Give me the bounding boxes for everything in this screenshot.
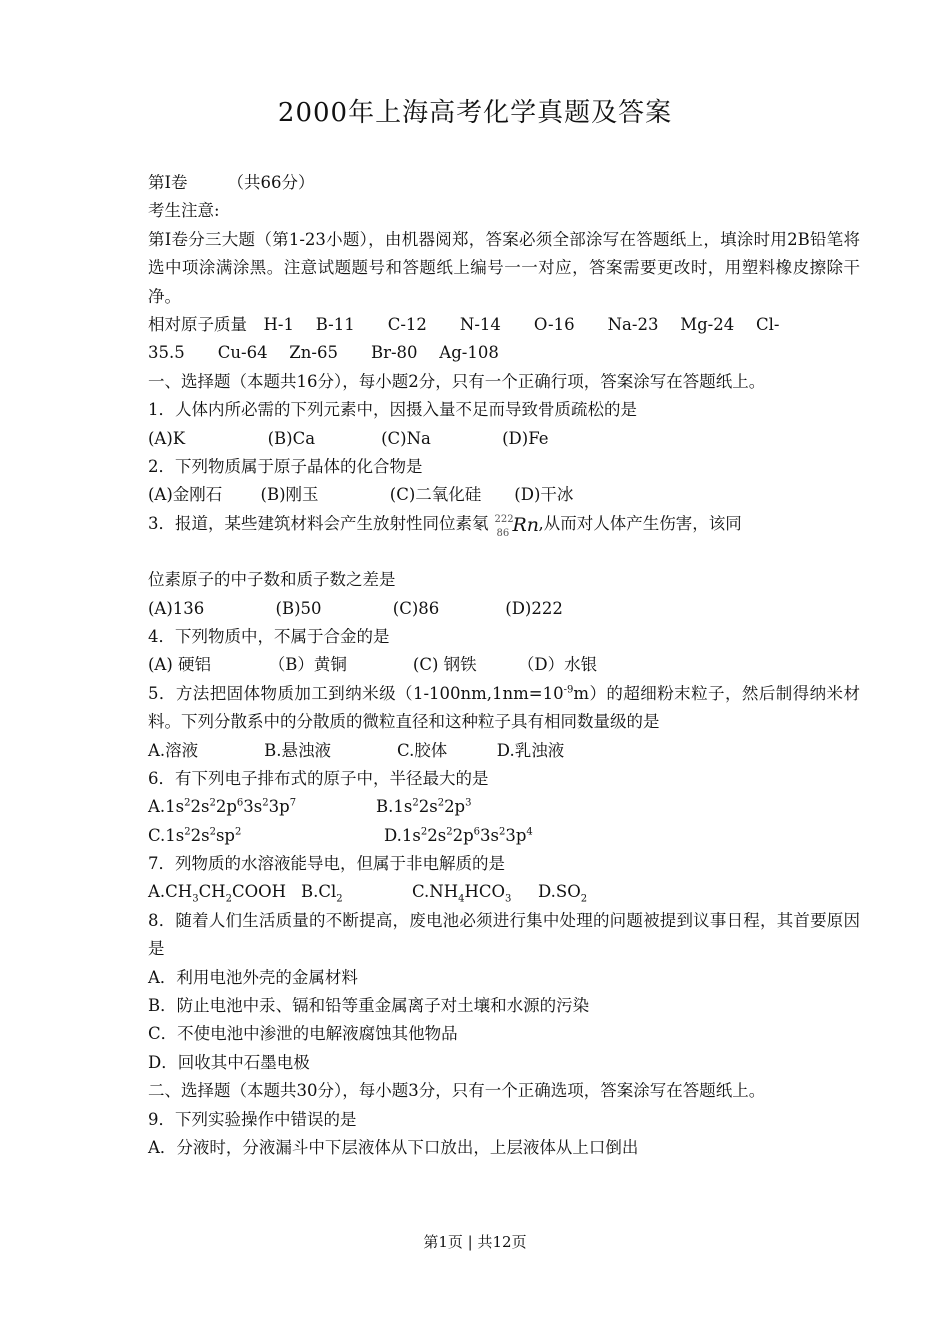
q6-options-ab: [148, 793, 860, 821]
q9-stem: 9．下列实验操作中错误的是: [148, 1109, 357, 1129]
q3-stem-continued: 位素原子的中子数和质子数之差是: [148, 570, 396, 590]
document-body: [148, 169, 860, 1162]
q7-stem: 7．列物质的水溶液能导电，但属于非电解质的是: [148, 854, 505, 874]
q3-stem-part-a: 3．报道，某些建筑材料会产生放射性同位素氡: [148, 513, 489, 533]
section-label: 第Ⅰ卷: [148, 173, 188, 192]
section-header: [148, 169, 860, 197]
atomic-mass-line-1: 相对原子质量 H-1 B-11 C-12 N-14 O-16 Na-23 Mg-24 Cl-: [148, 315, 780, 334]
q7-option-c: $C.NH_4HCO_3$: [412, 882, 512, 905]
q8-option-d: D．回收其中石墨电极: [148, 1052, 310, 1072]
isotope-element-symbol: Rn: [512, 513, 540, 536]
q6-option-c: $C.1s^22s^2sp^2$: [148, 825, 242, 845]
q4-stem: 4．下列物质中，不属于合金的是: [148, 626, 390, 646]
q6-option-a: $A.1s^22s^22p^63s^23p^7$: [148, 797, 297, 817]
q6-options-cd: [148, 822, 860, 850]
page-footer: 第1页 | 共12页: [423, 1233, 527, 1251]
q6-stem: 6．有下列电子排布式的原子中，半径最大的是: [148, 768, 489, 788]
q7-options: [148, 878, 860, 906]
notice-label: 考生注意:: [148, 201, 220, 221]
q5-stem-part-b: m）的超细粉末粒子，然后制得纳米材料。下列分散系中的分散质的微粒直径和这种粒子具有相同数量级的是: [148, 683, 860, 732]
q5-stem: [148, 680, 860, 737]
q9-option-a: A．分液时，分液漏斗中下层液体从下口放出，上层液体从上口倒出: [148, 1138, 639, 1158]
atomic-mass-line-2: 35.5 Cu-64 Zn-65 Br-80 Ag-108: [148, 343, 499, 363]
q7-option-a: $A.CH_3CH_2COOH$: [148, 882, 287, 905]
part2-heading: 二、选择题（本题共30分），每小题3分，只有一个正确选项，答案涂写在答题纸上。: [148, 1081, 766, 1101]
part1-heading: 一、选择题（本题共16分），每小题2分，只有一个正确行项，答案涂写在答题纸上。: [148, 371, 766, 391]
q5-exponent: -9: [563, 684, 574, 696]
document-title: 2000年上海高考化学真题及答案: [277, 98, 673, 128]
q2-options: (A)金刚石 (B)刚玉 (C)二氧化硅 (D)干冰: [148, 485, 574, 505]
q7-option-b: $B.Cl_2$: [301, 882, 343, 905]
isotope-atomic-number: 86: [496, 527, 510, 539]
notice-text: 第Ⅰ卷分三大题（第1-23小题），由机器阅郑，答案必须全部涂写在答题纸上，填涂时用2B铅笔将选中项涂满涂黑。注意试题题号和答题纸上编号一一对应，答案需要更改时，用塑料橡皮擦除干净。: [148, 229, 860, 306]
radon-isotope-symbol: [489, 511, 539, 539]
q3-stem: [148, 510, 860, 538]
q8-option-a: A．利用电池外壳的金属材料: [148, 967, 358, 987]
q8-option-b: B．防止电池中汞、镉和铅等重金属离子对土壤和水源的污染: [148, 996, 590, 1016]
section-points: （共66分）: [227, 173, 315, 192]
q5-options: A.溶液 B.悬浊液 C.胶体 D.乳浊液: [148, 740, 565, 760]
q8-stem: 8．随着人们生活质量的不断提高，废电池必须进行集中处理的问题被提到议事日程，其首要原因是: [148, 910, 860, 959]
isotope-mass-number: 222: [494, 513, 514, 525]
q5-stem-part-a: 5．方法把固体物质加工到纳米级（1-100nm,1nm=10: [148, 683, 564, 703]
q1-options: (A)K (B)Ca (C)Na (D)Fe: [148, 428, 549, 448]
q2-stem: 2．下列物质属于原子晶体的化合物是: [148, 456, 423, 476]
q4-options: (A) 硬铝 （B）黄铜 (C) 钢铁 （D）水银: [148, 655, 598, 675]
q3-stem-part-b: ,从而对人体产生伤害，该同: [538, 513, 742, 533]
q7-option-d: $D.SO_2$: [538, 882, 588, 905]
q6-option-b: $B.1s^22s^22p^3$: [376, 797, 472, 817]
q3-options: (A)136 (B)50 (C)86 (D)222: [148, 598, 563, 618]
q8-option-c: C．不使电池中渗泄的电解液腐蚀其他物品: [148, 1024, 458, 1044]
q6-option-d: $D.1s^22s^22p^63s^23p^4$: [384, 825, 533, 845]
q1-stem: 1．人体内所必需的下列元素中，因摄入量不足而导致骨质疏松的是: [148, 400, 637, 420]
